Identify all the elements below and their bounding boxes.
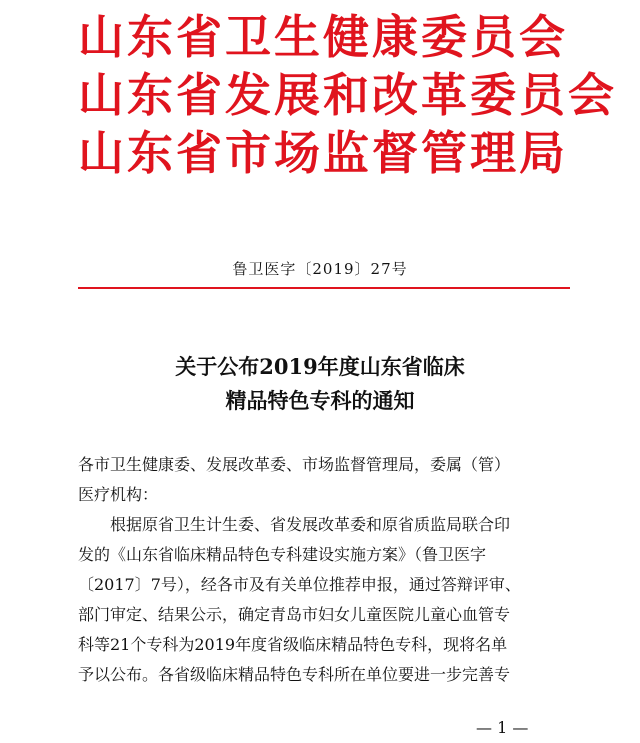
title-line-2: 精品特色专科的通知: [225, 388, 415, 413]
document-title: [0, 350, 640, 418]
body-line-4: 部门审定、结果公示，确定青岛市妇女儿童医院儿童心血管专: [78, 605, 511, 624]
red-divider-line: [78, 287, 570, 289]
body-paragraph: [78, 510, 568, 690]
body-line-2: 发的《山东省临床精品特色专科建设实施方案》（鲁卫医字: [78, 545, 487, 564]
addressee-line-2: 医疗机构：: [78, 485, 159, 504]
body-line-3: 〔2017〕7号），经各市及有关单位推荐申报，通过答辩评审、: [78, 575, 521, 594]
addressee: [78, 450, 568, 510]
body-line-6: 予以公布。各省级临床精品特色专科所在单位要进一步完善专: [78, 665, 511, 684]
issuer-health-commission: 山东省卫生健康委员会: [78, 10, 568, 64]
document-number: 鲁卫医字〔2019〕27号: [232, 260, 408, 278]
title-line-1: 关于公布2019年度山东省临床: [175, 354, 465, 379]
issuer-market-regulation-bureau: 山东省市场监督管理局: [78, 126, 568, 180]
issuer-development-reform-commission: 山东省发展和改革委员会: [78, 68, 617, 122]
document-body: [78, 450, 568, 690]
body-line-1: 根据原省卫生计生委、省发展改革委和原省质监局联合印: [110, 515, 511, 534]
page-number: — 1 —: [476, 718, 529, 737]
body-line-5: 科等21个专科为2019年度省级临床精品特色专科，现将名单: [78, 635, 508, 654]
addressee-line-1: 各市卫生健康委、发展改革委、市场监督管理局，委属（管）: [78, 455, 511, 474]
issuing-authorities: [78, 8, 617, 182]
